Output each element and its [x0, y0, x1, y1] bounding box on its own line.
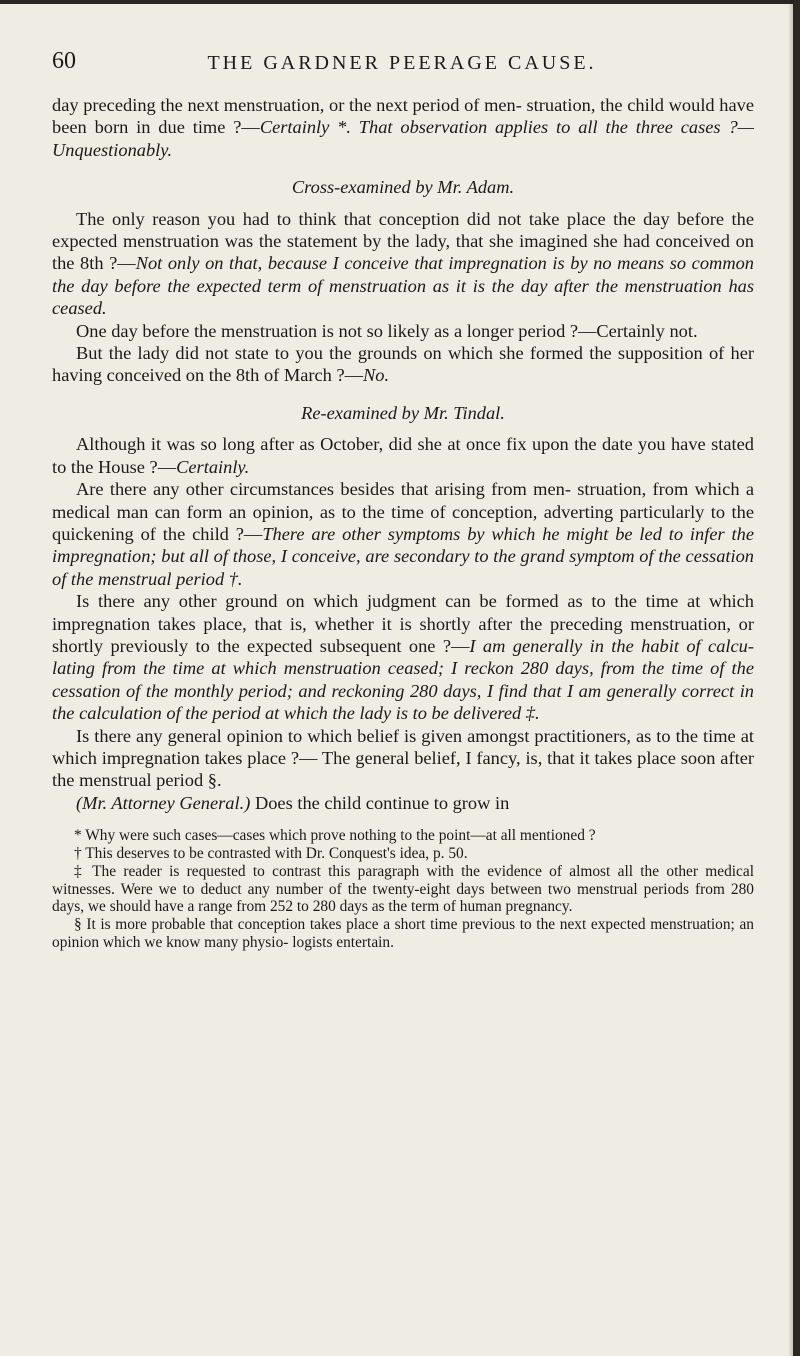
top-edge-rule [0, 0, 800, 4]
footnote: † This deserves to be contrasted with Dr. Conquest's idea, p. 50. [74, 844, 468, 862]
footnotes [52, 827, 754, 952]
section-heading: Cross-examined by Mr. Adam. [291, 177, 515, 198]
page-number: 60 [52, 48, 76, 74]
binding-edge [793, 0, 800, 1356]
paragraph: day preceding the next menstruation, or the next period of men- struation, the child would have been born in due time ?—Certainly *. That observation applies to all the three cases ?—Unquestionably. [52, 95, 754, 160]
paragraph: Is there any general opinion to which belief is given amongst practitioners, as to the time at which impregnation takes place ?— The general belief, I fancy, is, that it takes place soon after the menstrual period §. [52, 725, 754, 791]
paragraph: The only reason you had to think that conception did not take place the day before the expected menstruation was the statement by the lady, that she imagined she had conceived on the 8th ?—Not only on that, because I conceive that impregnation is by no means so common the day before the expected term of menstruation as it is the day after the menstruation has ceased. [52, 208, 754, 319]
page-header [52, 48, 752, 80]
paragraph: Is there any other ground on which judgment can be formed as to the time at which impregnation takes place, that is, whether it is shortly after the preceding menstruation, or shortly previously to the expected subsequent one ?—I am generally in the habit of calcu- lating from the time at which menstruation ceased; I reckon 280 days, from the time of the cessation of the monthly period; and reckoning 280 days, I find that I am generally correct in the calculation of the period at which the lady is to be delivered ‡. [52, 591, 754, 724]
running-title: THE GARDNER PEERAGE CAUSE. [207, 52, 597, 74]
paragraph: Although it was so long after as October, did she at once fix upon the date you have stated to the House ?—Certainly. [52, 434, 754, 477]
footnote: * Why were such cases—cases which prove nothing to the point—at all mentioned ? [74, 827, 596, 845]
section-heading: Re-examined by Mr. Tindal. [301, 402, 505, 423]
page-body [52, 94, 754, 952]
footnote: § It is more probable that conception takes place a short time previous to the next expected menstruation; an opinion which we know many physio- logists entertain. [52, 916, 754, 951]
paragraph: (Mr. Attorney General.) Does the child continue to grow in [76, 792, 510, 813]
paragraph: One day before the menstruation is not so likely as a longer period ?—Certainly not. [76, 320, 698, 341]
paragraph: Are there any other circumstances besides that arising from men- struation, from which a medical man can form an opinion, as to the time of conception, adverting particularly to the quickening of the child ?—There are other symptoms by which he might be led to infer the impregnation; but all of those, I conceive, are secondary to the grand symptom of the cessation of the menstrual period †. [52, 479, 754, 589]
paragraph: But the lady did not state to you the grounds on which she formed the supposition of her having conceived on the 8th of March ?—No. [52, 343, 754, 386]
footnote: ‡ The reader is requested to contrast this paragraph with the evidence of almost all the other medical witnesses. Were we to deduct any number of the twenty-eight days between two menstrual periods from 280 days, we should have a range from 252 to 280 days as the term of human pregnancy. [52, 862, 754, 916]
